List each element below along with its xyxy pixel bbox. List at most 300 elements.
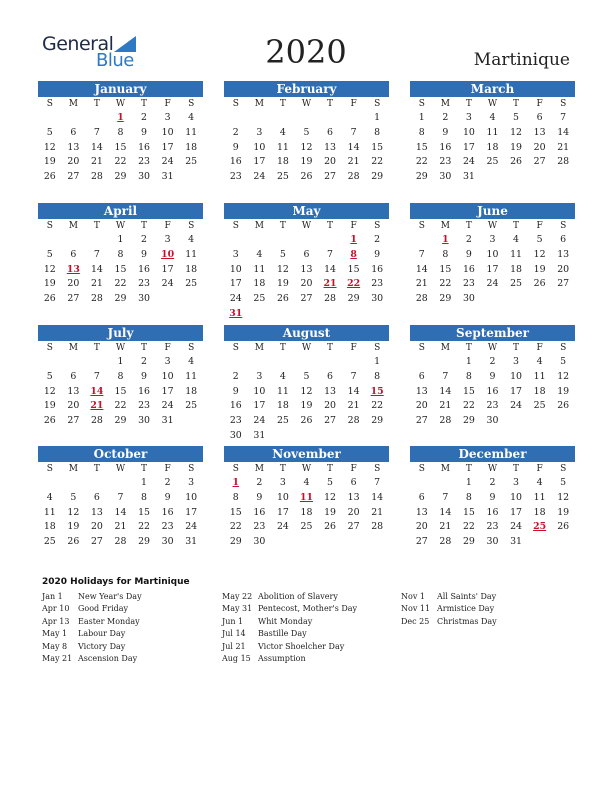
weekday-label: F bbox=[164, 343, 171, 353]
empty-day-cell bbox=[342, 429, 366, 444]
month-july bbox=[38, 325, 203, 429]
month-december bbox=[410, 446, 575, 550]
day-cell: 12 bbox=[43, 263, 56, 275]
day-cell: 11 bbox=[533, 370, 546, 382]
weekday-label: S bbox=[374, 343, 381, 353]
day-cell: 27 bbox=[67, 415, 80, 427]
day-cell: 21 bbox=[557, 141, 570, 153]
day-cell: 7 bbox=[374, 477, 381, 488]
day-cell: 29 bbox=[114, 415, 127, 427]
empty-day-cell bbox=[224, 355, 248, 370]
empty-day-cell bbox=[342, 111, 366, 126]
day-cell: 8 bbox=[117, 370, 124, 382]
day-cell: 16 bbox=[486, 506, 499, 518]
empty-day-cell bbox=[551, 292, 575, 307]
day-cell: 22 bbox=[229, 521, 242, 533]
day-cell: 26 bbox=[533, 278, 546, 290]
day-cell: 23 bbox=[486, 521, 499, 533]
holiday-day-cell: 8 bbox=[350, 248, 357, 260]
weekday-label: T bbox=[327, 99, 334, 109]
empty-day-cell bbox=[318, 535, 342, 550]
day-cell: 14 bbox=[557, 126, 570, 138]
day-cell: 12 bbox=[300, 141, 313, 153]
day-cell: 7 bbox=[93, 126, 100, 138]
holiday-name: Whit Monday bbox=[258, 616, 313, 626]
day-cell: 2 bbox=[465, 234, 472, 245]
day-cell: 29 bbox=[114, 171, 127, 183]
week-row bbox=[224, 429, 389, 444]
weekday-header-row bbox=[38, 462, 203, 476]
day-cell: 5 bbox=[303, 126, 310, 138]
weekday-label: W bbox=[301, 99, 312, 109]
day-cell: 6 bbox=[350, 477, 357, 488]
day-cell: 27 bbox=[533, 156, 546, 168]
day-cell: 13 bbox=[415, 506, 428, 518]
month-header: May bbox=[224, 203, 389, 219]
empty-day-cell bbox=[224, 233, 248, 248]
empty-day-cell bbox=[62, 111, 86, 126]
holiday-date: Nov 11 bbox=[401, 604, 431, 614]
day-cell: 23 bbox=[138, 278, 150, 290]
week-row bbox=[224, 170, 389, 185]
day-cell: 18 bbox=[185, 385, 198, 397]
empty-day-cell bbox=[295, 307, 319, 322]
empty-day-cell bbox=[295, 355, 319, 370]
day-cell: 11 bbox=[185, 126, 198, 138]
day-cell: 29 bbox=[439, 293, 452, 305]
day-cell: 20 bbox=[90, 521, 103, 533]
day-cell: 13 bbox=[557, 248, 570, 260]
day-cell: 6 bbox=[327, 126, 334, 138]
empty-day-cell bbox=[504, 292, 528, 307]
day-cell: 15 bbox=[415, 141, 428, 153]
day-cell: 5 bbox=[327, 477, 334, 488]
day-cell: 19 bbox=[43, 156, 56, 168]
weekday-label: T bbox=[513, 343, 520, 353]
week-row bbox=[410, 111, 575, 126]
day-cell: 19 bbox=[300, 400, 313, 412]
weekday-label: S bbox=[560, 343, 567, 353]
weekday-label: S bbox=[418, 99, 425, 109]
day-cell: 27 bbox=[557, 278, 570, 290]
weekday-label: S bbox=[374, 99, 381, 109]
week-row bbox=[224, 370, 389, 385]
day-cell: 30 bbox=[371, 293, 384, 305]
calendar-year: 2020 bbox=[265, 33, 347, 71]
holiday-row bbox=[401, 603, 497, 615]
day-cell: 24 bbox=[253, 415, 266, 427]
day-cell: 23 bbox=[439, 156, 452, 168]
day-cell: 28 bbox=[114, 536, 127, 548]
empty-day-cell bbox=[85, 111, 109, 126]
day-cell: 10 bbox=[462, 126, 475, 138]
day-cell: 12 bbox=[510, 126, 522, 138]
day-cell: 2 bbox=[256, 477, 263, 488]
weekday-label: F bbox=[536, 221, 543, 231]
holiday-name: Armistice Day bbox=[437, 604, 495, 614]
holiday-day-cell: 1 bbox=[442, 234, 449, 245]
weekday-label: M bbox=[68, 464, 78, 474]
day-cell: 16 bbox=[138, 141, 150, 153]
day-cell: 4 bbox=[256, 248, 263, 260]
day-cell: 30 bbox=[161, 536, 174, 548]
month-header: December bbox=[410, 446, 575, 462]
day-cell: 19 bbox=[43, 278, 56, 290]
day-cell: 25 bbox=[300, 521, 313, 533]
weekday-label: S bbox=[46, 464, 53, 474]
day-cell: 8 bbox=[442, 248, 449, 260]
week-row bbox=[410, 370, 575, 385]
day-cell: 30 bbox=[138, 415, 150, 427]
day-cell: 8 bbox=[117, 126, 124, 138]
month-header: June bbox=[410, 203, 575, 219]
month-february bbox=[224, 81, 389, 185]
weekday-label: S bbox=[232, 343, 239, 353]
holiday-row bbox=[401, 616, 497, 628]
day-cell: 6 bbox=[418, 491, 425, 503]
holiday-date: Jun 1 bbox=[222, 616, 244, 626]
day-cell: 25 bbox=[185, 156, 198, 168]
week-row bbox=[38, 277, 203, 292]
weekday-label: F bbox=[350, 343, 357, 353]
empty-day-cell bbox=[38, 355, 62, 370]
day-cell: 11 bbox=[533, 491, 546, 503]
holiday-date: May 8 bbox=[42, 641, 68, 651]
day-cell: 23 bbox=[138, 156, 150, 168]
day-cell: 7 bbox=[418, 248, 425, 260]
weekday-label: T bbox=[279, 99, 286, 109]
day-cell: 3 bbox=[256, 126, 263, 138]
day-cell: 1 bbox=[117, 234, 124, 245]
day-cell: 8 bbox=[141, 491, 148, 503]
day-cell: 19 bbox=[43, 400, 56, 412]
day-cell: 18 bbox=[253, 278, 266, 290]
month-header: April bbox=[38, 203, 203, 219]
empty-day-cell bbox=[62, 355, 86, 370]
holiday-date: May 22 bbox=[222, 592, 253, 601]
empty-day-cell bbox=[85, 476, 109, 491]
day-cell: 9 bbox=[141, 370, 148, 382]
day-cell: 4 bbox=[489, 112, 496, 123]
day-cell: 22 bbox=[462, 400, 475, 412]
day-cell: 15 bbox=[462, 506, 475, 518]
day-cell: 30 bbox=[439, 171, 452, 183]
empty-day-cell bbox=[271, 307, 295, 322]
empty-day-cell bbox=[318, 307, 342, 322]
day-cell: 17 bbox=[229, 278, 242, 290]
logo-text-general: General bbox=[42, 33, 114, 55]
day-cell: 26 bbox=[43, 171, 56, 183]
day-cell: 9 bbox=[232, 385, 239, 397]
week-row bbox=[410, 399, 575, 414]
day-cell: 24 bbox=[161, 400, 174, 412]
empty-day-cell bbox=[156, 292, 180, 307]
day-cell: 24 bbox=[486, 278, 499, 290]
day-cell: 30 bbox=[138, 293, 150, 305]
empty-day-cell bbox=[551, 535, 575, 550]
day-cell: 23 bbox=[486, 400, 499, 412]
holiday-date: Aug 15 bbox=[222, 653, 251, 663]
weekday-label: M bbox=[68, 343, 78, 353]
day-cell: 3 bbox=[465, 112, 472, 123]
day-cell: 29 bbox=[229, 536, 242, 548]
holiday-row bbox=[222, 653, 357, 665]
week-row bbox=[224, 111, 389, 126]
day-cell: 27 bbox=[324, 415, 336, 427]
day-cell: 5 bbox=[46, 370, 53, 382]
day-cell: 22 bbox=[114, 156, 127, 168]
day-cell: 24 bbox=[253, 171, 266, 183]
day-cell: 14 bbox=[324, 263, 336, 275]
day-cell: 26 bbox=[276, 293, 289, 305]
empty-day-cell bbox=[342, 535, 366, 550]
empty-day-cell bbox=[365, 307, 389, 322]
holidays-title: 2020 Holidays for Martinique bbox=[42, 577, 190, 587]
day-cell: 20 bbox=[415, 521, 428, 533]
holiday-name: Ascension Day bbox=[78, 653, 138, 663]
weekday-label: F bbox=[536, 343, 543, 353]
week-row bbox=[38, 126, 203, 141]
day-cell: 19 bbox=[557, 506, 570, 518]
day-cell: 29 bbox=[371, 171, 384, 183]
empty-day-cell bbox=[248, 307, 272, 322]
empty-day-cell bbox=[38, 233, 62, 248]
week-row bbox=[224, 399, 389, 414]
day-cell: 15 bbox=[114, 263, 127, 275]
weekday-label: S bbox=[188, 99, 195, 109]
week-row bbox=[224, 491, 389, 506]
day-cell: 6 bbox=[560, 234, 567, 245]
weekday-label: T bbox=[141, 343, 148, 353]
day-cell: 4 bbox=[188, 234, 195, 245]
empty-day-cell bbox=[410, 233, 434, 248]
holiday-name: New Year's Day bbox=[78, 592, 142, 601]
weekday-label: T bbox=[93, 343, 100, 353]
empty-day-cell bbox=[504, 170, 528, 185]
weekday-label: F bbox=[350, 464, 357, 474]
weekday-label: S bbox=[232, 221, 239, 231]
holiday-row bbox=[222, 603, 357, 615]
weekday-label: W bbox=[487, 343, 498, 353]
day-cell: 25 bbox=[510, 278, 522, 290]
day-cell: 12 bbox=[67, 506, 80, 518]
day-cell: 23 bbox=[371, 278, 384, 290]
empty-day-cell bbox=[295, 429, 319, 444]
empty-day-cell bbox=[365, 429, 389, 444]
day-cell: 19 bbox=[533, 263, 546, 275]
day-cell: 10 bbox=[486, 248, 499, 260]
empty-day-cell bbox=[551, 170, 575, 185]
day-cell: 25 bbox=[533, 400, 546, 412]
empty-day-cell bbox=[434, 476, 458, 491]
day-cell: 21 bbox=[439, 400, 452, 412]
day-cell: 24 bbox=[161, 278, 174, 290]
day-cell: 2 bbox=[141, 356, 148, 367]
day-cell: 28 bbox=[371, 521, 384, 533]
weekday-label: M bbox=[440, 343, 450, 353]
day-cell: 20 bbox=[557, 263, 570, 275]
empty-day-cell bbox=[481, 170, 505, 185]
day-cell: 13 bbox=[533, 126, 546, 138]
holiday-row bbox=[222, 616, 357, 628]
day-cell: 11 bbox=[253, 263, 266, 275]
day-cell: 9 bbox=[465, 248, 472, 260]
day-cell: 13 bbox=[300, 263, 313, 275]
week-row bbox=[224, 263, 389, 278]
day-cell: 15 bbox=[371, 141, 384, 153]
day-cell: 4 bbox=[536, 477, 543, 488]
day-cell: 9 bbox=[141, 248, 148, 260]
weekday-header-row bbox=[224, 97, 389, 111]
week-row bbox=[38, 399, 203, 414]
weekday-header-row bbox=[410, 462, 575, 476]
day-cell: 20 bbox=[324, 156, 336, 168]
country-name: Martinique bbox=[473, 50, 570, 70]
day-cell: 26 bbox=[43, 415, 56, 427]
weekday-label: M bbox=[440, 221, 450, 231]
weekday-label: S bbox=[418, 464, 425, 474]
week-row bbox=[410, 277, 575, 292]
day-cell: 4 bbox=[188, 356, 195, 367]
weekday-label: T bbox=[513, 221, 520, 231]
week-row bbox=[410, 248, 575, 263]
day-cell: 22 bbox=[439, 278, 452, 290]
day-cell: 5 bbox=[536, 234, 543, 245]
day-cell: 7 bbox=[93, 370, 100, 382]
week-row bbox=[410, 520, 575, 535]
day-cell: 18 bbox=[510, 263, 522, 275]
weekday-header-row bbox=[410, 341, 575, 355]
week-row bbox=[38, 292, 203, 307]
day-cell: 8 bbox=[418, 126, 425, 138]
week-row bbox=[410, 355, 575, 370]
day-cell: 9 bbox=[374, 248, 381, 260]
day-cell: 24 bbox=[276, 521, 289, 533]
day-cell: 11 bbox=[43, 506, 56, 518]
day-cell: 10 bbox=[510, 491, 522, 503]
day-cell: 26 bbox=[300, 415, 313, 427]
empty-day-cell bbox=[224, 111, 248, 126]
holiday-name: Abolition of Slavery bbox=[258, 592, 338, 601]
week-row bbox=[38, 476, 203, 491]
weekday-label: M bbox=[68, 99, 78, 109]
day-cell: 30 bbox=[253, 536, 266, 548]
day-cell: 3 bbox=[188, 477, 195, 488]
weekday-header-row bbox=[410, 219, 575, 233]
empty-day-cell bbox=[295, 233, 319, 248]
day-cell: 2 bbox=[374, 234, 381, 245]
day-cell: 24 bbox=[229, 293, 242, 305]
weekday-label: F bbox=[164, 99, 171, 109]
day-cell: 7 bbox=[442, 491, 449, 503]
day-cell: 5 bbox=[46, 126, 53, 138]
holiday-name: Victor Shoelcher Day bbox=[258, 641, 345, 651]
day-cell: 29 bbox=[138, 536, 150, 548]
day-cell: 17 bbox=[161, 141, 174, 153]
day-cell: 25 bbox=[253, 293, 266, 305]
weekday-label: F bbox=[164, 221, 171, 231]
month-header: September bbox=[410, 325, 575, 341]
day-cell: 29 bbox=[462, 415, 475, 427]
day-cell: 26 bbox=[67, 536, 80, 548]
weekday-label: S bbox=[232, 464, 239, 474]
day-cell: 29 bbox=[415, 171, 428, 183]
holiday-day-cell: 13 bbox=[66, 263, 80, 275]
day-cell: 11 bbox=[510, 248, 522, 260]
empty-day-cell bbox=[410, 355, 434, 370]
day-cell: 11 bbox=[486, 126, 499, 138]
week-row bbox=[410, 292, 575, 307]
weekday-label: T bbox=[513, 464, 520, 474]
day-cell: 13 bbox=[67, 141, 80, 153]
day-cell: 13 bbox=[90, 506, 103, 518]
day-cell: 2 bbox=[442, 112, 449, 123]
day-cell: 20 bbox=[300, 278, 313, 290]
day-cell: 23 bbox=[161, 521, 174, 533]
empty-day-cell bbox=[271, 111, 295, 126]
week-row bbox=[224, 535, 389, 550]
day-cell: 18 bbox=[486, 141, 499, 153]
day-cell: 28 bbox=[439, 415, 452, 427]
day-cell: 14 bbox=[439, 385, 452, 397]
empty-day-cell bbox=[295, 535, 319, 550]
day-cell: 23 bbox=[462, 278, 475, 290]
week-row bbox=[38, 535, 203, 550]
weekday-label: W bbox=[487, 99, 498, 109]
weekday-label: T bbox=[279, 464, 286, 474]
day-cell: 1 bbox=[374, 356, 381, 367]
weekday-header-row bbox=[224, 341, 389, 355]
day-cell: 18 bbox=[276, 156, 289, 168]
day-cell: 12 bbox=[533, 248, 546, 260]
day-cell: 6 bbox=[70, 126, 77, 138]
day-cell: 27 bbox=[90, 536, 103, 548]
day-cell: 21 bbox=[90, 156, 103, 168]
day-cell: 14 bbox=[415, 263, 428, 275]
day-cell: 21 bbox=[439, 521, 452, 533]
weekday-label: W bbox=[115, 99, 126, 109]
month-header: October bbox=[38, 446, 203, 462]
day-cell: 22 bbox=[114, 278, 127, 290]
week-row bbox=[224, 141, 389, 156]
day-cell: 10 bbox=[185, 491, 198, 503]
holiday-column bbox=[42, 591, 142, 665]
holiday-name: All Saints' Day bbox=[437, 592, 497, 601]
day-cell: 3 bbox=[256, 370, 263, 382]
weekday-header-row bbox=[38, 219, 203, 233]
holiday-name: Bastille Day bbox=[258, 629, 307, 639]
month-november bbox=[224, 446, 389, 550]
weekday-header-row bbox=[224, 462, 389, 476]
holiday-day-cell: 21 bbox=[323, 278, 337, 290]
weekday-label: W bbox=[487, 464, 498, 474]
holiday-date: Apr 10 bbox=[42, 604, 70, 614]
holiday-date: May 31 bbox=[222, 604, 253, 614]
weekday-label: T bbox=[93, 464, 100, 474]
weekday-label: W bbox=[301, 221, 312, 231]
day-cell: 7 bbox=[327, 248, 334, 260]
day-cell: 23 bbox=[229, 415, 242, 427]
day-cell: 27 bbox=[347, 521, 360, 533]
day-cell: 24 bbox=[462, 156, 475, 168]
week-row bbox=[38, 141, 203, 156]
day-cell: 2 bbox=[232, 126, 239, 138]
day-cell: 9 bbox=[232, 141, 239, 153]
week-row bbox=[224, 233, 389, 248]
day-cell: 18 bbox=[533, 385, 546, 397]
weekday-label: S bbox=[374, 464, 381, 474]
day-cell: 10 bbox=[510, 370, 522, 382]
